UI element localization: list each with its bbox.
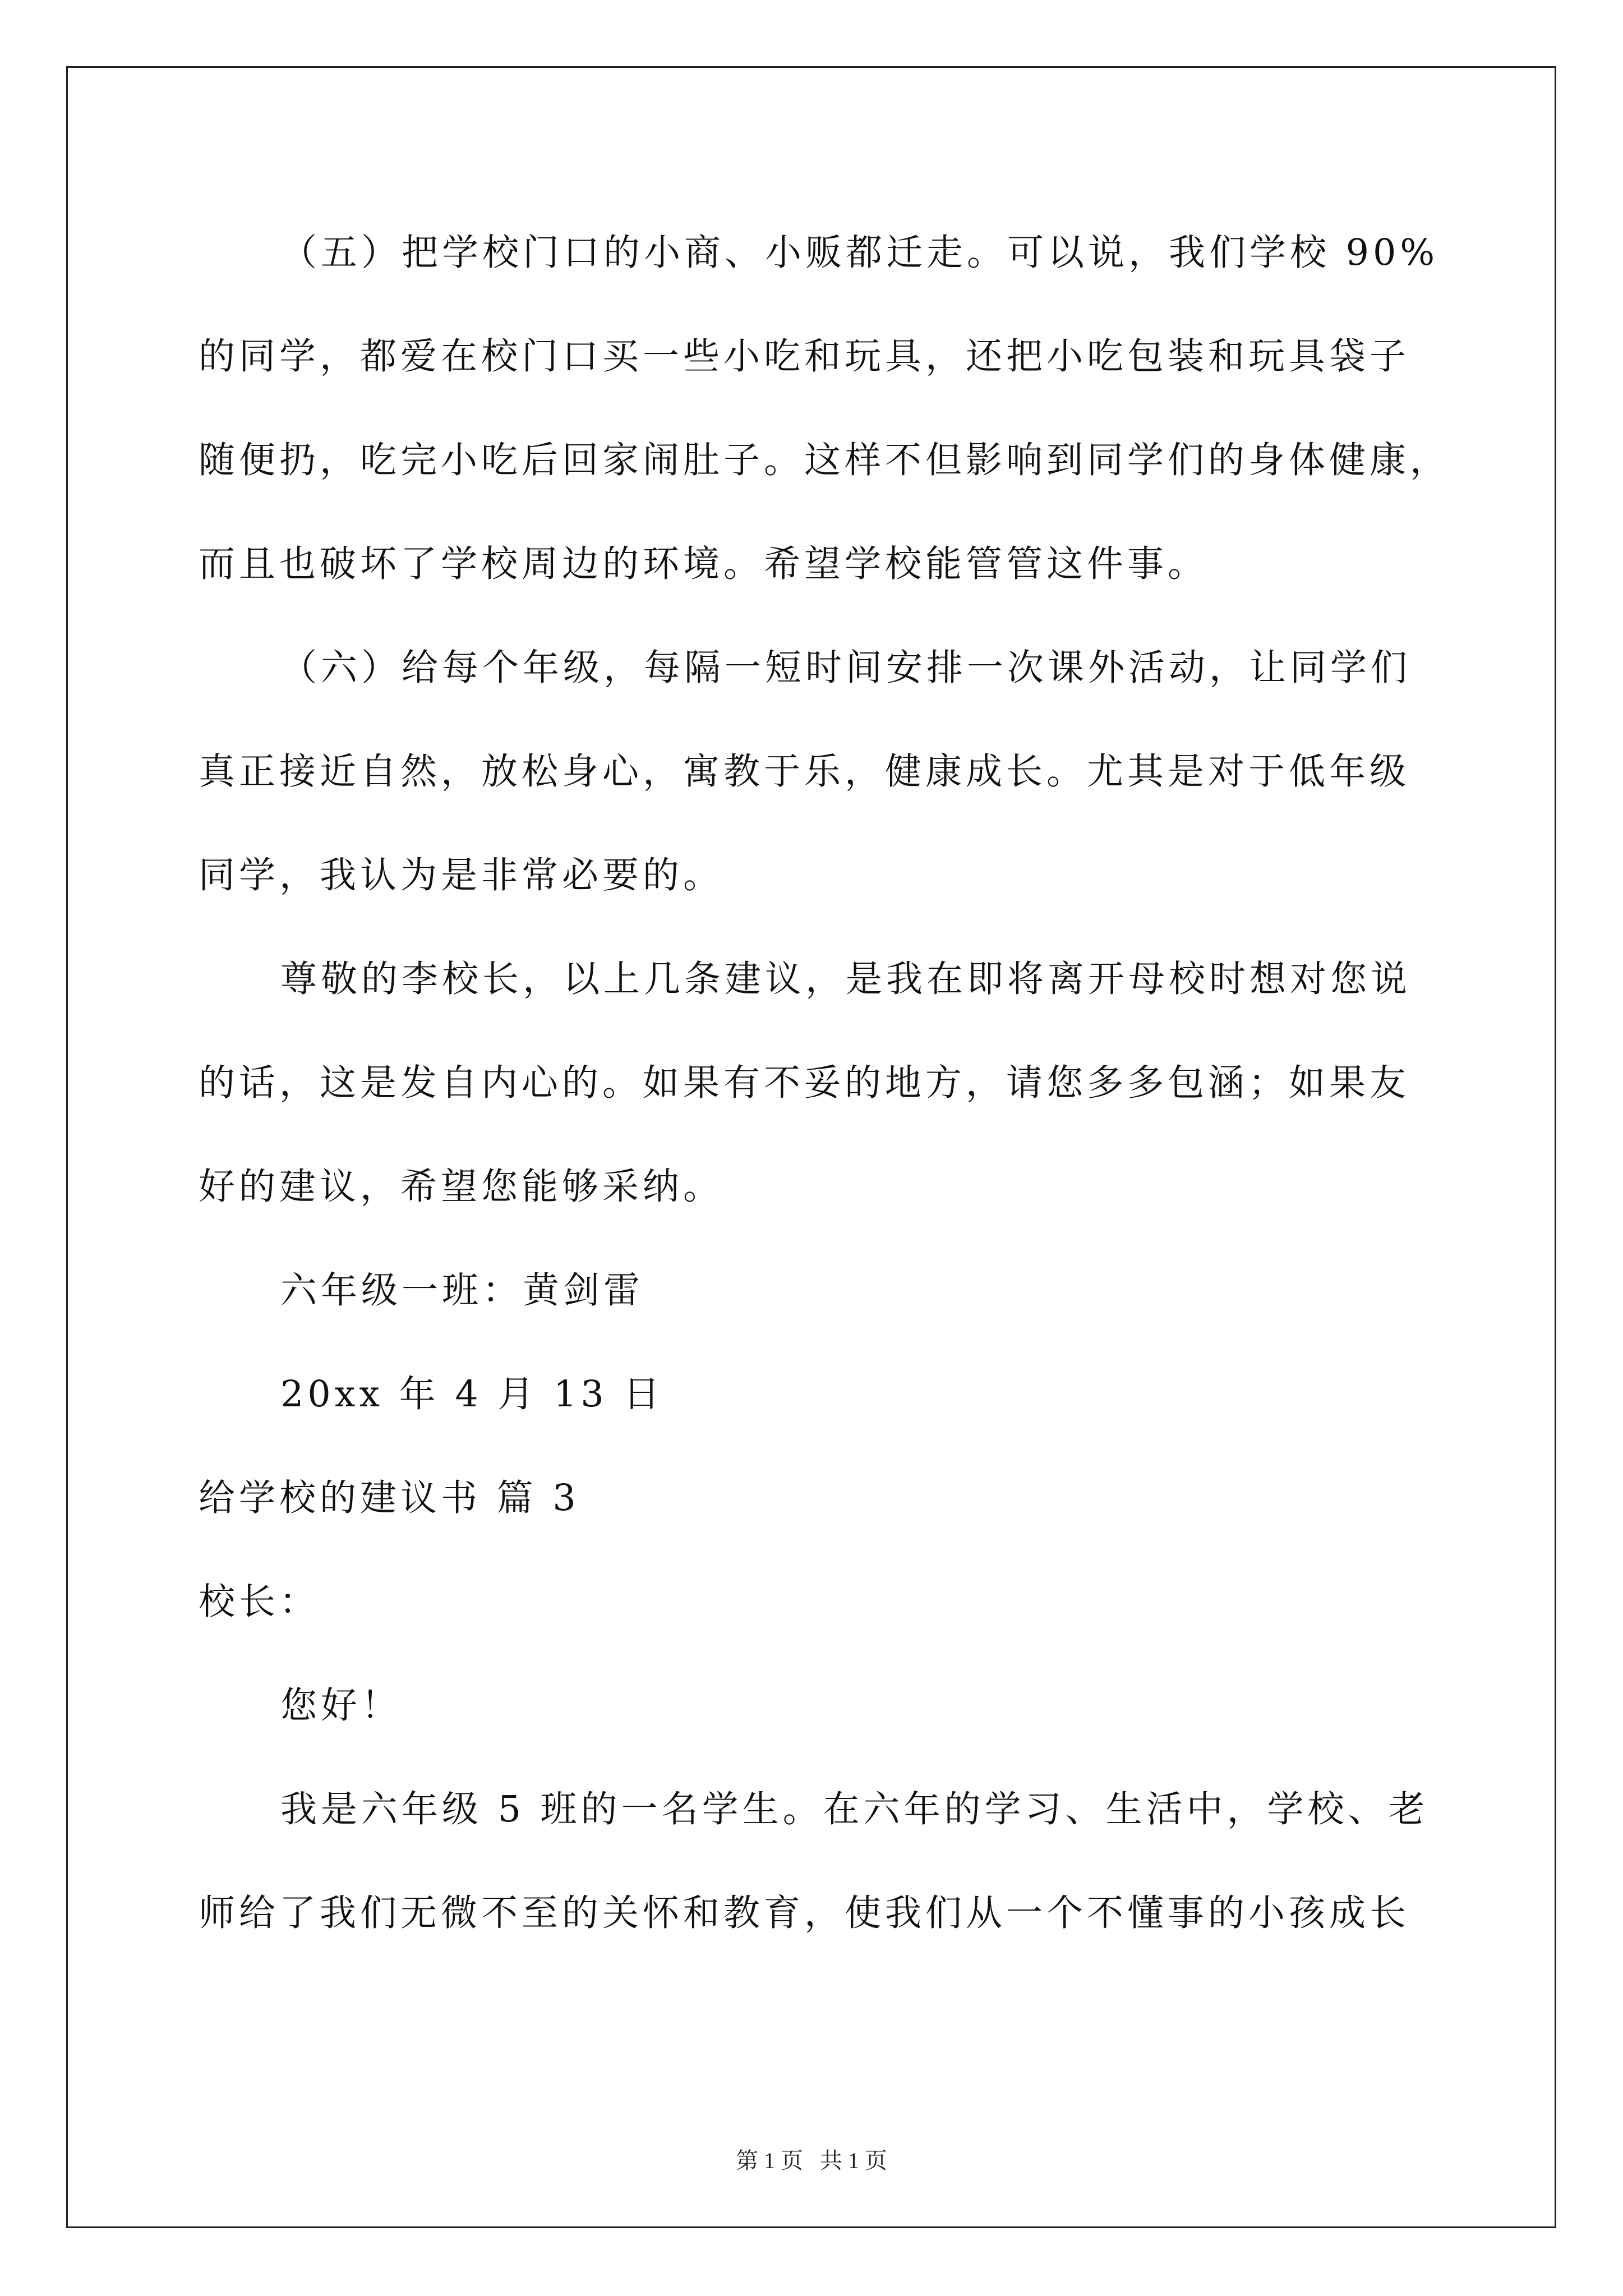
closing-paragraph-line-1: 尊敬的李校长，以上几条建议，是我在即将离开母校时想对您说 xyxy=(280,958,1412,1000)
page-footer: 第 1 页 共 1 页 xyxy=(736,2148,887,2173)
salutation: 校长： xyxy=(199,1581,320,1623)
paragraph-5-line-4: 而且也破坏了学校周边的环境。希望学校能管管这件事。 xyxy=(199,543,1209,585)
body-paragraph-line-1: 我是六年级 5 班的一名学生。在六年的学习、生活中，学校、老 xyxy=(280,1788,1429,1830)
paragraph-6-line-3: 同学，我认为是非常必要的。 xyxy=(199,854,724,896)
paragraph-6-line-2: 真正接近自然，放松身心，寓教于乐，健康成长。尤其是对于低年级 xyxy=(199,751,1410,793)
paragraph-5-line-2: 的同学，都爱在校门口买一些小吃和玩具，还把小吃包装和玩具袋子 xyxy=(199,335,1410,378)
closing-paragraph-line-3: 好的建议，希望您能够采纳。 xyxy=(199,1166,724,1208)
paragraph-5-line-1: （五）把学校门口的小商、小贩都迁走。可以说，我们学校 90% xyxy=(280,232,1439,274)
paragraph-6-line-1: （六）给每个年级，每隔一短时间安排一次课外活动，让同学们 xyxy=(280,647,1412,689)
paragraph-5-line-3: 随便扔，吃完小吃后回家闹肚子。这样不但影响到同学们的身体健康， xyxy=(199,439,1451,481)
body-paragraph-line-2: 师给了我们无微不至的关怀和教育，使我们从一个不懂事的小孩成长 xyxy=(199,1892,1410,1934)
date: 20xx 年 4 月 13 日 xyxy=(280,1373,664,1415)
closing-paragraph-line-2: 的话，这是发自内心的。如果有不妥的地方，请您多多包涵；如果友 xyxy=(199,1062,1410,1104)
signature: 六年级一班：黄剑雷 xyxy=(280,1269,644,1312)
greeting: 您好！ xyxy=(280,1685,402,1727)
section-title: 给学校的建议书 篇 3 xyxy=(199,1477,580,1519)
